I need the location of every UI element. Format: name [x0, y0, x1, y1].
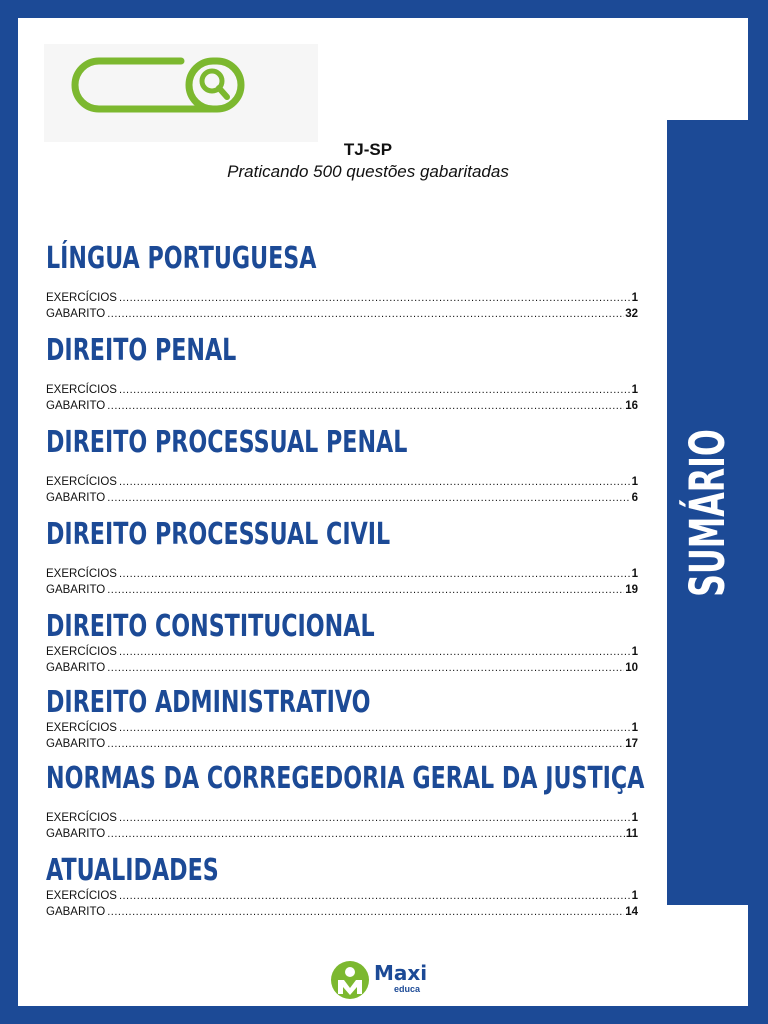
toc-section	[46, 854, 638, 920]
toc-entry[interactable]	[46, 826, 638, 842]
entry-label: GABARITO	[46, 308, 106, 320]
dot-leader	[119, 474, 631, 490]
toc-section	[46, 686, 638, 752]
section-title: DIREITO PENAL	[46, 333, 237, 368]
entry-page: 32	[625, 308, 638, 320]
toc-section	[46, 426, 638, 506]
toc-entry[interactable]	[46, 660, 638, 676]
footer-brand: Maxi	[374, 961, 428, 985]
entry-label: GABARITO	[46, 400, 106, 412]
entry-page: 17	[625, 738, 638, 750]
entry-label: GABARITO	[46, 828, 106, 840]
entry-page: 11	[625, 828, 638, 840]
entry-label: GABARITO	[46, 906, 106, 918]
entry-label: EXERCÍCIOS	[46, 646, 117, 658]
entry-label: EXERCÍCIOS	[46, 476, 117, 488]
entry-page: 10	[625, 662, 638, 674]
entry-label: EXERCÍCIOS	[46, 568, 117, 580]
publisher-logo	[44, 44, 318, 142]
toc-entry[interactable]	[46, 382, 638, 398]
toc-entry[interactable]	[46, 398, 638, 414]
section-title: DIREITO CONSTITUCIONAL	[46, 609, 375, 644]
entry-label: EXERCÍCIOS	[46, 890, 117, 902]
entry-label: EXERCÍCIOS	[46, 384, 117, 396]
section-title: DIREITO PROCESSUAL CIVIL	[46, 517, 391, 552]
toc-entry[interactable]	[46, 290, 638, 306]
toc-entry[interactable]	[46, 736, 638, 752]
entry-page: 16	[625, 400, 638, 412]
toc-section	[46, 761, 645, 842]
section-title: ATUALIDADES	[46, 853, 219, 888]
maxi-educa-logo	[330, 960, 440, 1000]
entry-label: EXERCÍCIOS	[46, 292, 117, 304]
entry-page: 1	[631, 722, 638, 734]
footer-brand-sub: educa	[394, 984, 421, 994]
toc-entry[interactable]	[46, 582, 638, 598]
section-title: LÍNGUA PORTUGUESA	[46, 241, 317, 276]
dot-leader	[119, 888, 631, 904]
entry-page: 1	[631, 646, 638, 658]
toc-entry[interactable]	[46, 306, 638, 322]
toc-section	[46, 610, 638, 676]
section-title: DIREITO PROCESSUAL PENAL	[46, 425, 408, 460]
toc-entry[interactable]	[46, 720, 638, 736]
dot-leader	[107, 582, 624, 598]
document-subtitle: Praticando 500 questões gabaritadas	[227, 162, 509, 181]
entry-label: GABARITO	[46, 662, 106, 674]
maxi-educa-logo-icon	[330, 960, 372, 1000]
dot-leader	[119, 290, 631, 306]
toc-entry[interactable]	[46, 904, 638, 920]
entry-page: 6	[631, 492, 638, 504]
toc-entry[interactable]	[46, 888, 638, 904]
dot-leader	[107, 490, 630, 506]
toc-section	[46, 518, 638, 598]
entry-page: 14	[625, 906, 638, 918]
document-header	[18, 140, 718, 183]
entry-page: 1	[631, 384, 638, 396]
section-title: DIREITO ADMINISTRATIVO	[46, 685, 371, 720]
dot-leader	[119, 382, 631, 398]
toc-entry[interactable]	[46, 644, 638, 660]
dot-leader	[107, 736, 624, 752]
toc-section	[46, 242, 638, 322]
document-page	[18, 18, 748, 1006]
section-title: NORMAS DA CORREGEDORIA GERAL DA JUSTIÇA	[46, 761, 645, 796]
entry-label: GABARITO	[46, 584, 106, 596]
summary-side-tab	[667, 120, 748, 905]
toc-entry[interactable]	[46, 490, 638, 506]
entry-page: 1	[631, 292, 638, 304]
entry-label: GABARITO	[46, 738, 106, 750]
dot-leader	[107, 826, 625, 842]
entry-page: 19	[625, 584, 638, 596]
document-title: TJ-SP	[343, 140, 393, 159]
dot-leader	[119, 720, 631, 736]
entry-page: 1	[631, 476, 638, 488]
entry-page: 1	[631, 890, 638, 902]
entry-label: EXERCÍCIOS	[46, 812, 117, 824]
toc-section	[46, 334, 638, 414]
summary-label: SUMÁRIO	[679, 428, 736, 597]
entry-page: 1	[631, 568, 638, 580]
dot-leader	[107, 904, 624, 920]
dot-leader	[107, 398, 624, 414]
dot-leader	[119, 566, 631, 582]
dot-leader	[119, 644, 631, 660]
entry-page: 1	[631, 812, 638, 824]
toc-entry[interactable]	[46, 810, 638, 826]
dot-leader	[119, 810, 631, 826]
dot-leader	[107, 306, 624, 322]
toc-entry[interactable]	[46, 474, 638, 490]
dot-leader	[107, 660, 624, 676]
entry-label: EXERCÍCIOS	[46, 722, 117, 734]
magnifier-tag-logo-icon	[69, 57, 245, 113]
toc-entry[interactable]	[46, 566, 638, 582]
entry-label: GABARITO	[46, 492, 106, 504]
